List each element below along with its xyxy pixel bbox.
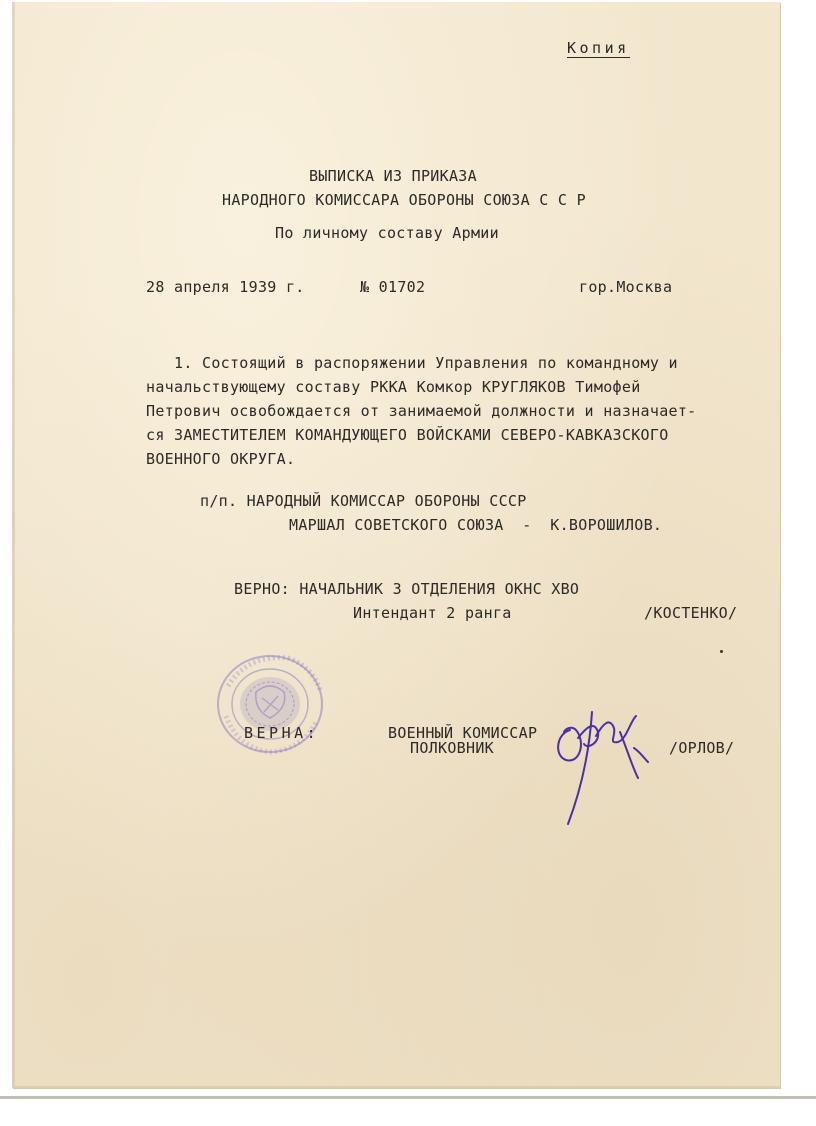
order-date: 28 апреля 1939 г.	[146, 278, 305, 296]
order-number: № 01702	[360, 278, 426, 296]
round-stamp-icon	[208, 646, 338, 766]
commissar-name: /ОРЛОВ/	[669, 739, 735, 757]
document-subtitle: НАРОДНОГО КОМИССАРА ОБОРОНЫ СОЮЗА С С Р	[222, 191, 586, 209]
scan-margin-bottom	[0, 1096, 816, 1126]
verification-name: /КОСТЕНКО/	[644, 604, 738, 622]
document-page	[12, 2, 780, 1088]
verification-title: ВЕРНО: НАЧАЛЬНИК 3 ОТДЕЛЕНИЯ ОКНС ХВО	[234, 580, 580, 598]
order-paragraph: 1. Состоящий в распоряжении Управления по командному и начальствующему составу РККА Комкор КРУГЛЯКОВ Тимофей Петрович освобождается от занимаемой должности и назначает- ся ЗАМЕСТИТЕЛЕМ КОМАНДУЮЩЕГО ВОЙСКАМИ СЕВЕРО-КАВКАЗСКОГО ВОЕННОГО ОКРУГА.	[146, 354, 697, 468]
commissar-verna-label: ВЕРНА:	[244, 724, 320, 742]
handwritten-signature-icon	[548, 692, 658, 832]
speck-mark	[720, 650, 723, 653]
commissar-rank: ПОЛКОВНИК	[410, 739, 494, 757]
document-section: По личному составу Армии	[275, 224, 499, 242]
verification-rank: Интендант 2 ранга	[353, 604, 512, 622]
scan-margin-right	[782, 0, 816, 1123]
commissar-title: ВОЕННЫЙ КОМИССАР	[388, 724, 538, 742]
copy-label: Копия	[567, 39, 630, 57]
signatory-name: МАРШАЛ СОВЕТСКОГО СОЮЗА - К.ВОРОШИЛОВ.	[289, 516, 663, 534]
order-city: гор.Москва	[579, 278, 673, 296]
document-title: ВЫПИСКА ИЗ ПРИКАЗА	[309, 167, 477, 185]
signatory-title: п/п. НАРОДНЫЙ КОМИССАР ОБОРОНЫ СССР	[200, 492, 527, 510]
